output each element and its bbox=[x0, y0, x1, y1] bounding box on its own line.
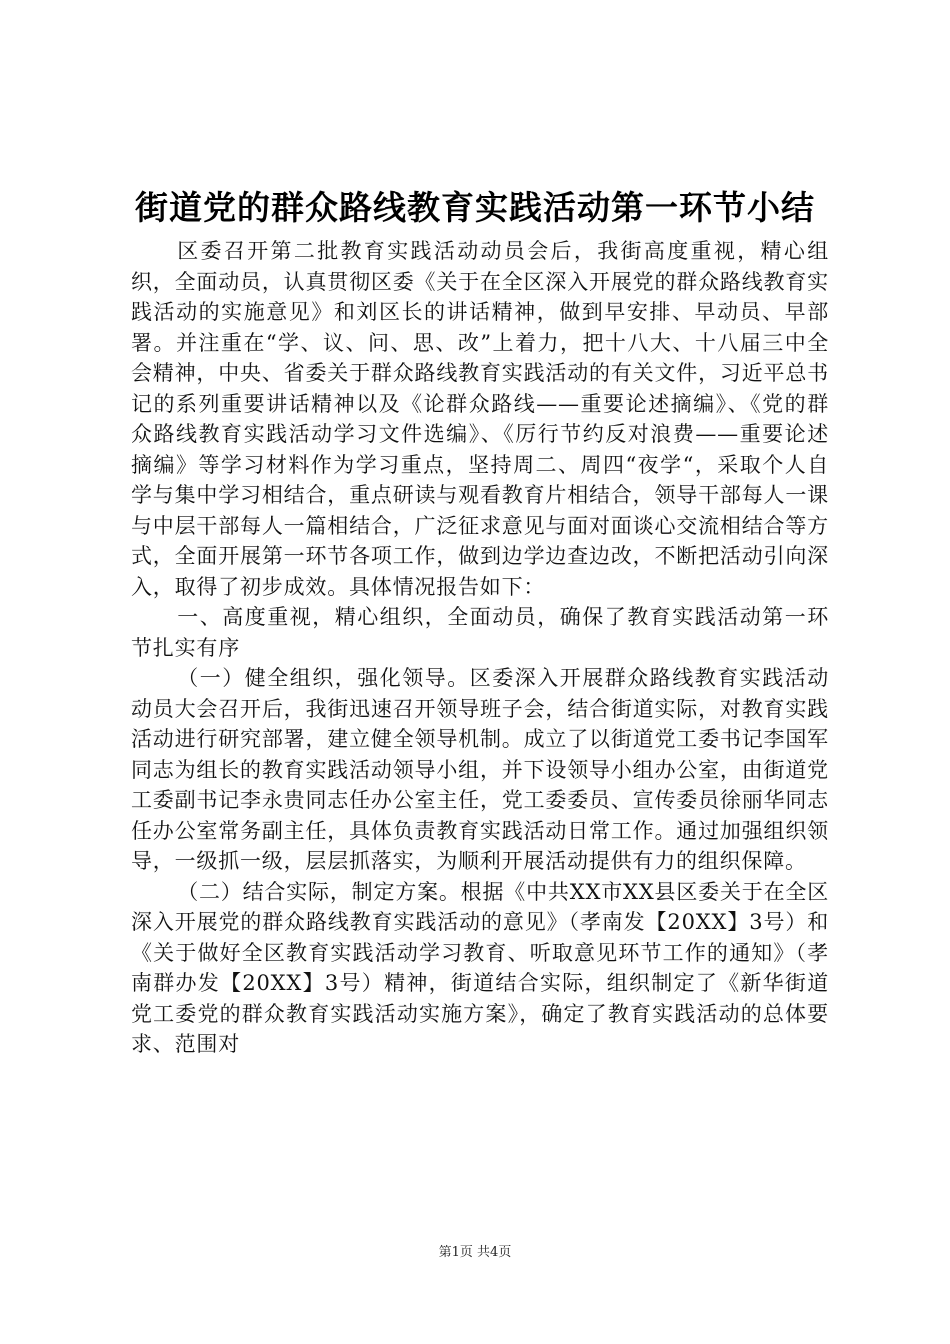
document-title: 街道党的群众路线教育实践活动第一环节小结 bbox=[135, 188, 815, 227]
paragraph-subsection-1: （一）健全组织，强化领导。区委深入开展群众路线教育实践活动动员大会召开后，我街迅速召开领导班子会，结合街道实际，对教育实践活动进行研究部署，建立健全领导机制。成立了以街道党工委书记李国军同志为组长的教育实践活动领导小组，并下设领导小组办公室，由街道党工委副书记李永贵同志任办公室主任，党工委委员、宣传委员徐丽华同志任办公室常务副主任，具体负责教育实践活动日常工作。通过加强组织领导，一级抓一级，层层抓落实，为顺利开展活动提供有力的组织保障。 bbox=[131, 666, 829, 873]
page-number-footer: 第1页 共4页 bbox=[438, 1245, 512, 1260]
paragraph-subsection-2: （二）结合实际，制定方案。根据《中共XX市XX县区委关于在全区深入开展党的群众路线教育实践活动的意见》（孝南发【20XX】3号）和《关于做好全区教育实践活动学习教育、听取意见环节工作的通知》（孝南群办发【20XX】3号）精神，街道结合实际，组织制定了《新华街道党工委党的群众教育实践活动实施方案》，确定了教育实践活动的总体要求、范围对 bbox=[131, 879, 829, 1056]
paragraph-section-heading-1: 一、高度重视，精心组织，全面动员，确保了教育实践活动第一环节扎实有序 bbox=[131, 605, 829, 660]
document-body bbox=[131, 236, 829, 1060]
paragraph-intro: 区委召开第二批教育实践活动动员会后，我街高度重视，精心组织，全面动员，认真贯彻区委《关于在全区深入开展党的群众路线教育实践活动的实施意见》和刘区长的讲话精神，做到早安排、早动员、早部署。并注重在“学、议、问、思、改”上着力，把十八大、十八届三中全会精神，中央、省委关于群众路线教育实践活动的有关文件，习近平总书记的系列重要讲话精神以及《论群众路线——重要论述摘编》、《党的群众路线教育实践活动学习文件选编》、《厉行节约反对浪费——重要论述摘编》等学习材料作为学习重点，坚持周二、周四“夜学“，采取个人自学与集中学习相结合，重点研读与观看教育片相结合，领导干部每人一课与中层干部每人一篇相结合，广泛征求意见与面对面谈心交流相结合等方式，全面开展第一环节各项工作，做到边学边查边改，不断把活动引向深入，取得了初步成效。具体情况报告如下： bbox=[131, 239, 829, 599]
